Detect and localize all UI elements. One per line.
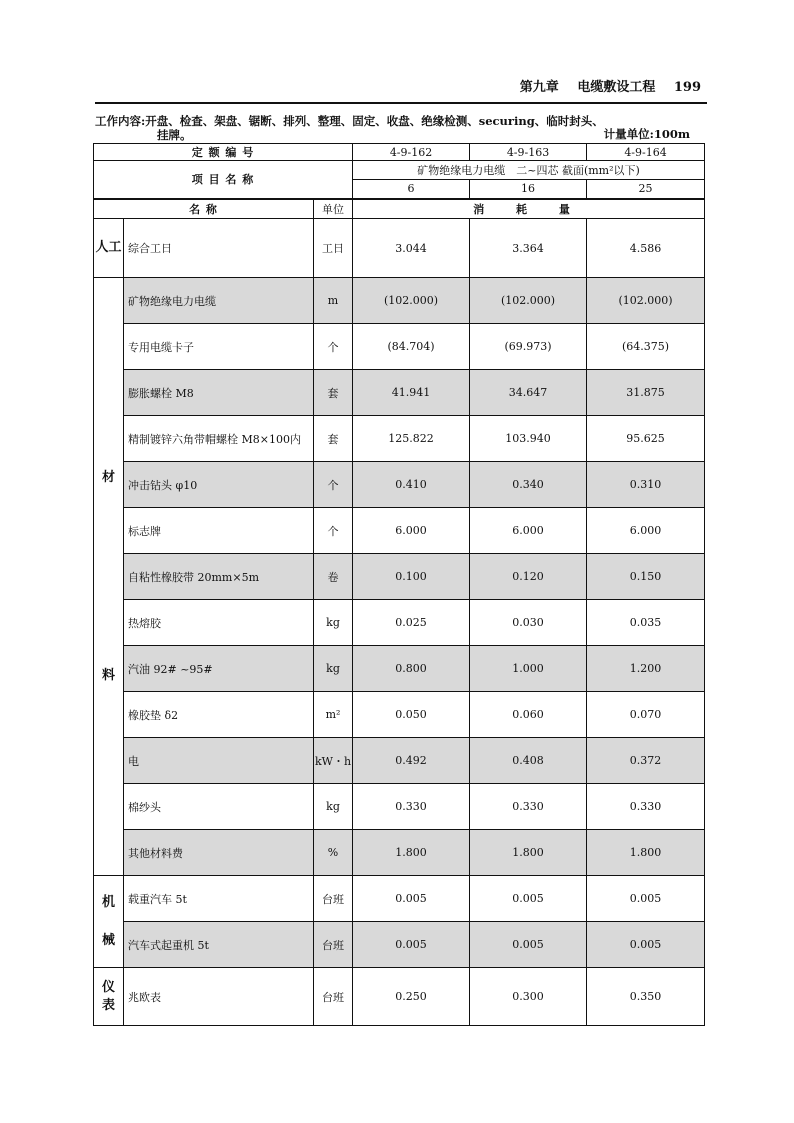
row-value: 0.330 <box>353 784 470 830</box>
row-value: 1.000 <box>470 646 587 692</box>
row-value: 0.250 <box>353 968 470 1026</box>
row-value: 0.300 <box>470 968 587 1026</box>
work-content-label: 工作内容: <box>95 114 146 128</box>
section-title: 电缆敷设工程 <box>577 80 656 95</box>
row-value: 0.408 <box>470 738 587 784</box>
row-unit: 卷 <box>314 554 353 600</box>
table-row <box>94 600 705 646</box>
row-unit: 台班 <box>314 876 353 922</box>
header-text <box>506 76 701 95</box>
row-unit: kg <box>314 600 353 646</box>
row-value: 125.822 <box>353 416 470 462</box>
table-row <box>94 876 705 922</box>
row-value: 34.647 <box>470 370 587 416</box>
size-1: 6 <box>353 180 470 199</box>
row-value: (69.973) <box>470 324 587 370</box>
row-value: (102.000) <box>587 278 705 324</box>
row-value: 0.492 <box>353 738 470 784</box>
row-value: 41.941 <box>353 370 470 416</box>
row-value: 1.800 <box>587 830 705 876</box>
row-value: (64.375) <box>587 324 705 370</box>
column-header-row <box>94 199 705 219</box>
table-row <box>94 738 705 784</box>
row-name: 标志牌 <box>124 508 314 554</box>
row-value: 0.330 <box>470 784 587 830</box>
row-name: 膨胀螺栓 M8 <box>124 370 314 416</box>
row-value: 0.005 <box>353 876 470 922</box>
table-row <box>94 416 705 462</box>
table-row <box>94 968 705 1026</box>
row-value: 0.005 <box>587 876 705 922</box>
row-value: 0.050 <box>353 692 470 738</box>
row-value: 0.410 <box>353 462 470 508</box>
row-value: 31.875 <box>587 370 705 416</box>
table-row <box>94 692 705 738</box>
row-name: 矿物绝缘电力电缆 <box>124 278 314 324</box>
row-value: 1.800 <box>470 830 587 876</box>
row-value: 0.025 <box>353 600 470 646</box>
row-name: 载重汽车 5t <box>124 876 314 922</box>
table-row <box>94 278 705 324</box>
row-name: 热熔胶 <box>124 600 314 646</box>
col-unit-header: 单位 <box>314 199 353 219</box>
row-value: 95.625 <box>587 416 705 462</box>
work-content-line1: 开盘、检查、架盘、锯断、排列、整理、固定、收盘、绝缘检测、securing、临时封头、 <box>145 114 604 128</box>
item-description: 矿物绝缘电力电缆 二~四芯 截面(mm²以下) <box>353 161 705 180</box>
row-value: 3.364 <box>470 219 587 278</box>
row-unit: 套 <box>314 370 353 416</box>
row-name: 专用电缆卡子 <box>124 324 314 370</box>
row-value: 0.150 <box>587 554 705 600</box>
row-value: 0.030 <box>470 600 587 646</box>
table-row <box>94 554 705 600</box>
row-value: 6.000 <box>353 508 470 554</box>
row-unit: % <box>314 830 353 876</box>
row-name: 电 <box>124 738 314 784</box>
row-value: 0.350 <box>587 968 705 1026</box>
row-value: 0.340 <box>470 462 587 508</box>
row-unit: 个 <box>314 508 353 554</box>
row-name: 综合工日 <box>124 219 314 278</box>
row-value: 6.000 <box>587 508 705 554</box>
table-row <box>94 324 705 370</box>
row-value: 0.005 <box>470 876 587 922</box>
row-name: 精制镀锌六角带帽螺栓 M8×100内 <box>124 416 314 462</box>
row-name: 汽车式起重机 5t <box>124 922 314 968</box>
row-value: 3.044 <box>353 219 470 278</box>
row-value: 0.120 <box>470 554 587 600</box>
quota-table <box>93 143 705 1026</box>
item-desc-row <box>94 161 705 180</box>
row-unit: m² <box>314 692 353 738</box>
category-labor: 人工 <box>94 219 124 278</box>
table-row <box>94 830 705 876</box>
row-value: 103.940 <box>470 416 587 462</box>
col-name-header: 名 称 <box>94 199 314 219</box>
row-value: 0.372 <box>587 738 705 784</box>
row-name: 冲击钻头 φ10 <box>124 462 314 508</box>
measurement-unit: 计量单位:100m <box>603 127 690 141</box>
category-machines-2: 械 <box>101 932 115 948</box>
row-name: 棉纱头 <box>124 784 314 830</box>
row-name: 汽油 92# ~95# <box>124 646 314 692</box>
size-3: 25 <box>587 180 705 199</box>
row-value: (102.000) <box>353 278 470 324</box>
quota-code-2: 4-9-163 <box>470 144 587 161</box>
row-unit: kW・h <box>314 738 353 784</box>
table-row <box>94 370 705 416</box>
row-value: 6.000 <box>470 508 587 554</box>
row-unit: kg <box>314 646 353 692</box>
quota-code-1: 4-9-162 <box>353 144 470 161</box>
table-row <box>94 784 705 830</box>
item-label: 项 目 名 称 <box>94 161 353 199</box>
row-name: 橡胶垫 δ2 <box>124 692 314 738</box>
row-unit: kg <box>314 784 353 830</box>
page-header <box>95 72 707 104</box>
row-value: (84.704) <box>353 324 470 370</box>
category-materials <box>94 278 124 876</box>
quota-label: 定 额 编 号 <box>94 144 353 161</box>
row-unit: 个 <box>314 462 353 508</box>
row-value: (102.000) <box>470 278 587 324</box>
row-unit: m <box>314 278 353 324</box>
row-unit: 台班 <box>314 922 353 968</box>
quota-code-3: 4-9-164 <box>587 144 705 161</box>
row-unit: 套 <box>314 416 353 462</box>
row-value: 4.586 <box>587 219 705 278</box>
work-content-line2: 挂牌。 <box>157 128 192 142</box>
table-row <box>94 219 705 278</box>
category-materials-2: 料 <box>101 667 115 683</box>
row-unit: 工日 <box>314 219 353 278</box>
row-unit: 台班 <box>314 968 353 1026</box>
row-value: 0.100 <box>353 554 470 600</box>
row-value: 0.800 <box>353 646 470 692</box>
row-value: 0.005 <box>470 922 587 968</box>
category-machines-1: 机 <box>101 894 115 910</box>
table-row <box>94 508 705 554</box>
row-value: 0.070 <box>587 692 705 738</box>
size-2: 16 <box>470 180 587 199</box>
row-value: 0.310 <box>587 462 705 508</box>
page-number: 199 <box>673 80 701 95</box>
row-value: 1.200 <box>587 646 705 692</box>
row-value: 0.005 <box>353 922 470 968</box>
category-materials-1: 材 <box>101 469 115 485</box>
table-row <box>94 922 705 968</box>
row-name: 其他材料费 <box>124 830 314 876</box>
row-value: 0.060 <box>470 692 587 738</box>
row-value: 0.035 <box>587 600 705 646</box>
category-machines <box>94 876 124 968</box>
chapter-label: 第九章 <box>519 80 559 95</box>
category-instruments: 仪表 <box>94 968 124 1026</box>
table-row <box>94 646 705 692</box>
row-name: 兆欧表 <box>124 968 314 1026</box>
col-consumption-header: 消 耗 量 <box>353 199 705 219</box>
row-value: 0.330 <box>587 784 705 830</box>
row-name: 自粘性橡胶带 20mm×5m <box>124 554 314 600</box>
row-value: 1.800 <box>353 830 470 876</box>
quota-code-row <box>94 144 705 161</box>
row-value: 0.005 <box>587 922 705 968</box>
row-unit: 个 <box>314 324 353 370</box>
table-row <box>94 462 705 508</box>
